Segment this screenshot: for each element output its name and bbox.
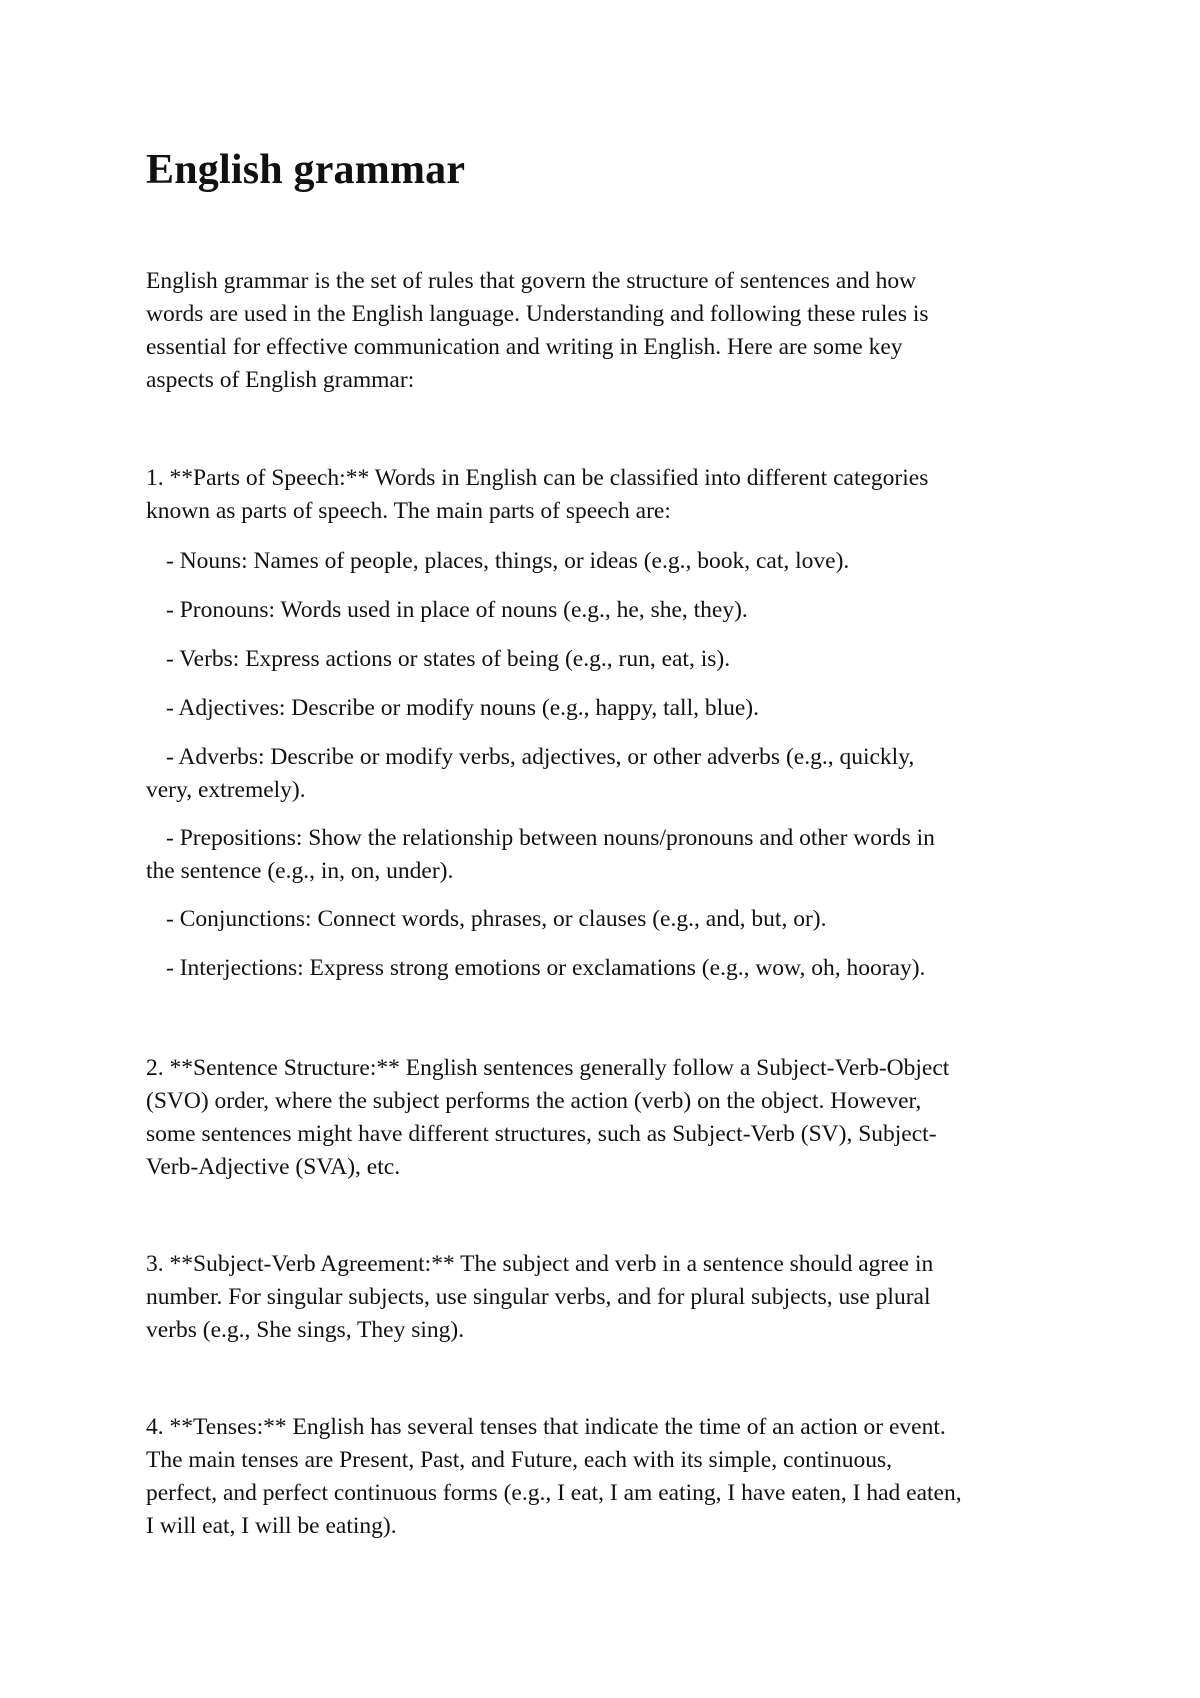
list-item-text: - Adverbs: Describe or modify verbs, adjectives, or other adverbs (e.g., quickly, bbox=[166, 744, 915, 770]
text-line: perfect, and perfect continuous forms (e.g., I eat, I am eating, I have eaten, I had eaten, bbox=[146, 1480, 962, 1506]
text-line: essential for effective communication and writing in English. Here are some key bbox=[146, 334, 903, 360]
text-line: 2. **Sentence Structure:** English sentences generally follow a Subject-Verb-Object bbox=[146, 1055, 950, 1081]
list-item bbox=[146, 545, 849, 578]
list-item-text: - Interjections: Express strong emotions or exclamations (e.g., wow, oh, hooray). bbox=[166, 955, 926, 981]
list-item bbox=[146, 741, 914, 807]
text-line: verbs (e.g., She sings, They sing). bbox=[146, 1317, 465, 1343]
text-line: aspects of English grammar: bbox=[146, 367, 415, 393]
page-title: English grammar bbox=[146, 147, 466, 193]
text-line: 3. **Subject-Verb Agreement:** The subject and verb in a sentence should agree in bbox=[146, 1251, 934, 1277]
parts-of-speech-paragraph bbox=[146, 462, 928, 528]
list-item-text: - Prepositions: Show the relationship between nouns/pronouns and other words in bbox=[166, 825, 935, 851]
text-line: known as parts of speech. The main parts of speech are: bbox=[146, 498, 671, 524]
list-item-text: - Conjunctions: Connect words, phrases, or clauses (e.g., and, but, or). bbox=[166, 906, 827, 932]
text-line: English grammar is the set of rules that govern the structure of sentences and how bbox=[146, 268, 917, 294]
list-item bbox=[146, 692, 759, 725]
list-item bbox=[146, 594, 748, 627]
text-line: some sentences might have different structures, such as Subject-Verb (SV), Subject- bbox=[146, 1121, 937, 1147]
text-line: I will eat, I will be eating). bbox=[146, 1513, 397, 1539]
list-item-text: the sentence (e.g., in, on, under). bbox=[146, 858, 454, 884]
list-item-text: very, extremely). bbox=[146, 777, 306, 803]
text-line: (SVO) order, where the subject performs the action (verb) on the object. However, bbox=[146, 1088, 922, 1114]
text-line: words are used in the English language. Understanding and following these rules is bbox=[146, 301, 929, 327]
list-item bbox=[146, 903, 826, 936]
list-item-text: - Verbs: Express actions or states of being (e.g., run, eat, is). bbox=[166, 646, 731, 672]
list-item-text: - Nouns: Names of people, places, things, or ideas (e.g., book, cat, love). bbox=[166, 548, 850, 574]
list-item bbox=[146, 643, 730, 676]
list-item-text: - Pronouns: Words used in place of nouns (e.g., he, she, they). bbox=[166, 597, 748, 623]
text-line: number. For singular subjects, use singular verbs, and for plural subjects, use plural bbox=[146, 1284, 931, 1310]
sentence-structure-paragraph bbox=[146, 1052, 949, 1184]
text-line: Verb-Adjective (SVA), etc. bbox=[146, 1154, 401, 1180]
list-item bbox=[146, 822, 935, 888]
text-line: 4. **Tenses:** English has several tenses that indicate the time of an action or event. bbox=[146, 1414, 946, 1440]
intro-paragraph bbox=[146, 265, 929, 397]
subject-verb-agreement-paragraph bbox=[146, 1248, 933, 1347]
text-line: 1. **Parts of Speech:** Words in English can be classified into different categories bbox=[146, 465, 929, 491]
list-item bbox=[146, 952, 925, 985]
tenses-paragraph bbox=[146, 1411, 962, 1543]
text-line: The main tenses are Present, Past, and Future, each with its simple, continuous, bbox=[146, 1447, 892, 1473]
list-item-text: - Adjectives: Describe or modify nouns (e.g., happy, tall, blue). bbox=[166, 695, 760, 721]
